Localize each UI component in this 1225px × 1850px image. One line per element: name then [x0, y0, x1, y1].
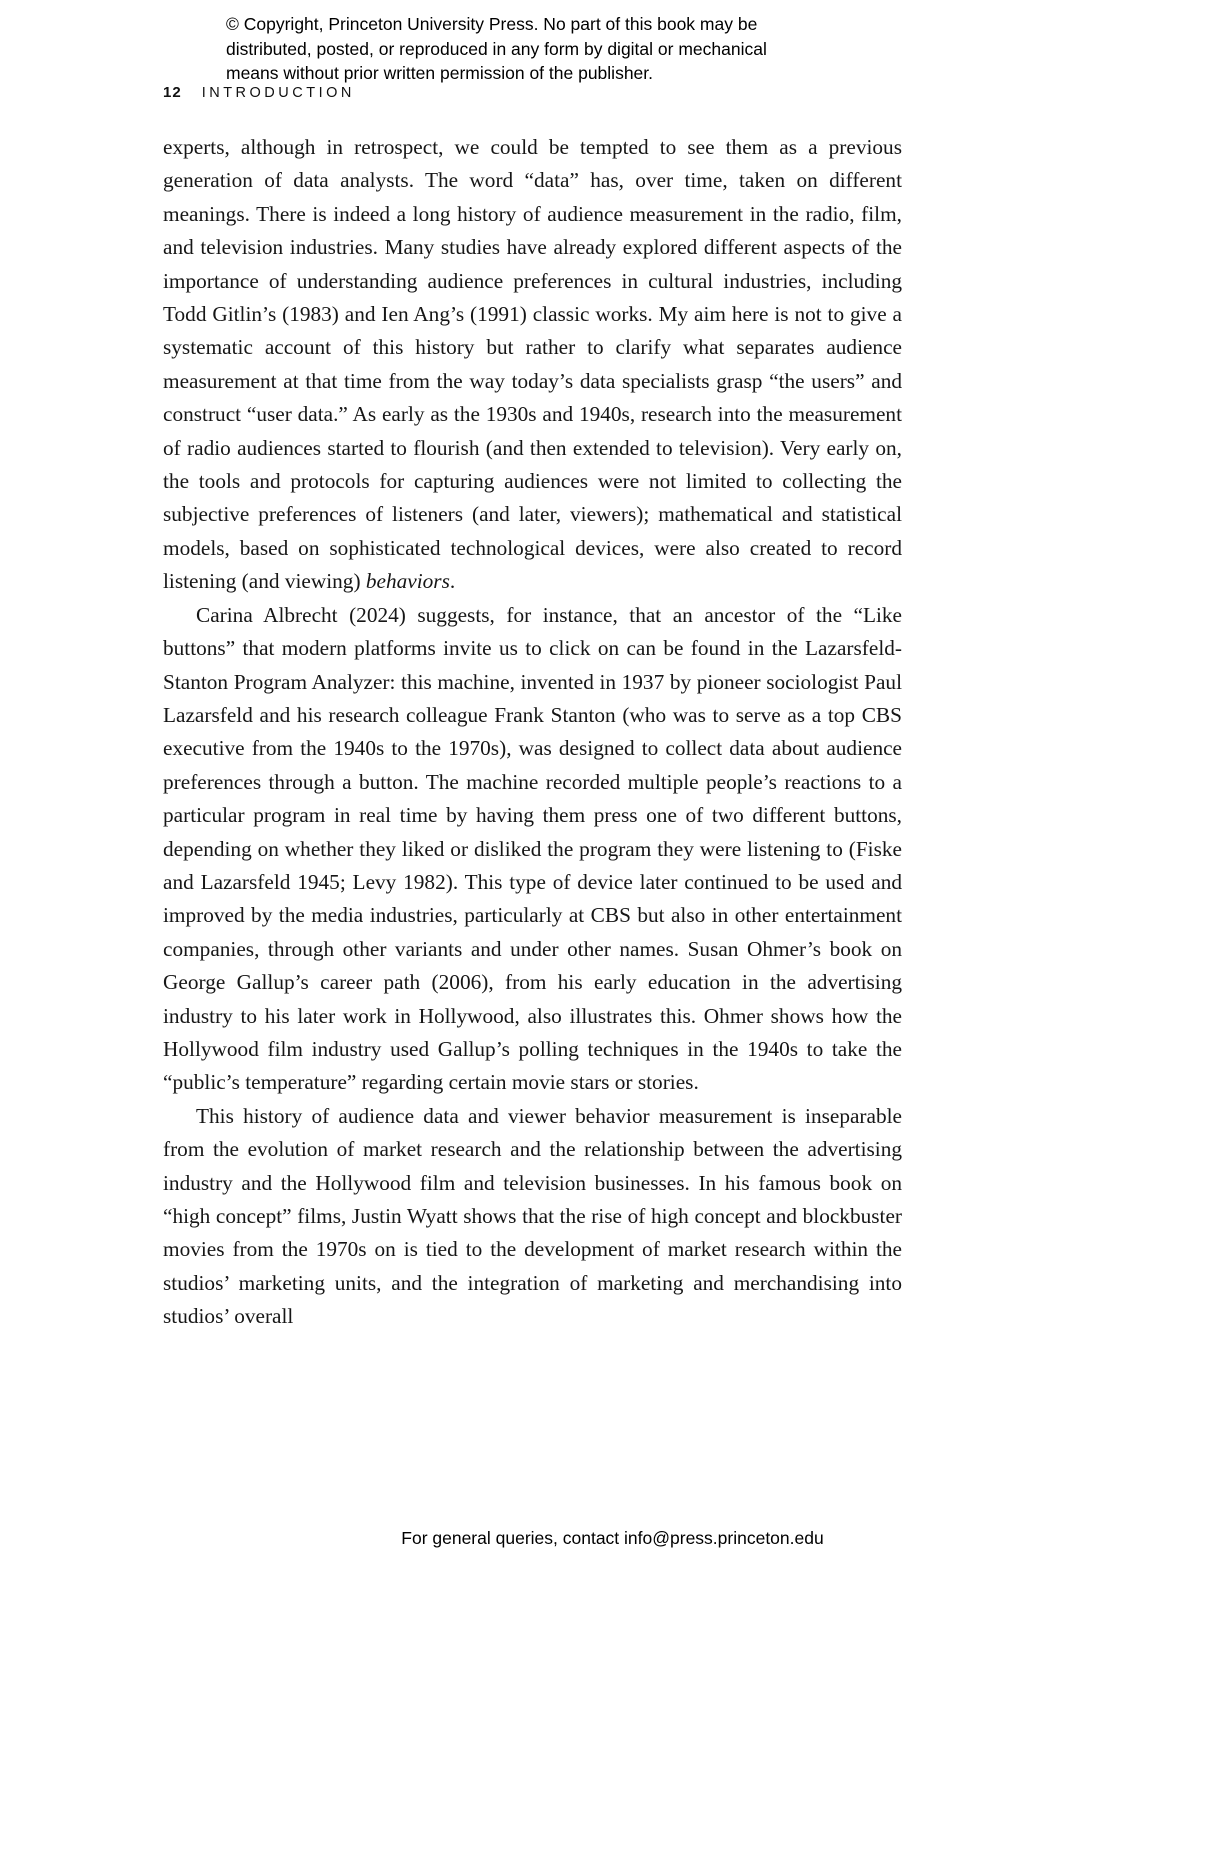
copyright-line-2: distributed, posted, or reproduced in any form by digital or mechanical	[226, 38, 767, 59]
copyright-notice	[226, 12, 767, 86]
paragraph-3: This history of audience data and viewer behavior measurement is inseparable from the evolution of market research and the relationship between the advertising industry and the Hollywood film and television businesses. In his famous book on “high concept” films, Justin Wyatt shows that the rise of high concept and blockbuster movies from the 1970s on is tied to the development of market research within the studios’ marketing units, and the integration of marketing and merchandising into studios’ overall	[163, 1103, 902, 1329]
footer-contact: For general queries, contact info@press.princeton.edu	[401, 1528, 824, 1548]
body-text	[163, 131, 902, 1334]
paragraph-2: Carina Albrecht (2024) suggests, for instance, that an ancestor of the “Like buttons” that modern platforms invite us to click on can be found in the Lazarsfeld-Stanton Program Analyzer: this machine, invented in 1937 by pioneer sociologist Paul Lazarsfeld and his research colleague Frank Stanton (who was to serve as a top CBS executive from the 1940s to the 1970s), was designed to collect data about audience preferences through a button. The machine recorded multiple people’s reactions to a particular program in real time by having them press one of two different buttons, depending on whether they liked or disliked the program they were listening to (Fiske and Lazarsfeld 1945; Levy 1982). This type of device later continued to be used and improved by the media industries, particularly at CBS but also in other entertainment companies, through other variants and under other names. Susan Ohmer’s book on George Gallup’s career path (2006), from his early education in the advertising industry to his later work in Hollywood, also illustrates this. Ohmer shows how the Hollywood film industry used Gallup’s polling techniques in the 1940s to take the “public’s temperature” regarding certain movie stars or stories.	[163, 602, 902, 1095]
section-title: INTRODUCTION	[201, 85, 355, 101]
page-header	[163, 84, 355, 101]
paragraph-1-text: experts, although in retrospect, we could be tempted to see them as a previous generation of data analysts. The word “data” has, over time, taken on different meanings. There is indeed a long history of audience measurement in the radio, film, and television industries. Many studies have already explored different aspects of the importance of understanding audience preferences in cultural industries, including Todd Gitlin’s (1983) and Ien Ang’s (1991) classic works. My aim here is not to give a systematic account of this history but rather to clarify what separates audience measurement at that time from the way today’s data specialists grasp “the users” and construct “user data.” As early as the 1930s and 1940s, research into the measurement of radio audiences started to flourish (and then extended to television). Very early on, the tools and protocols for capturing audiences were not limited to collecting the subjective preferences of listeners (and later, viewers); mathematical and statistical models, based on sophisticated technological devices, were also created to record listening (and viewing)	[163, 135, 902, 594]
paragraph-1-period: .	[449, 569, 456, 594]
page-number: 12	[163, 84, 182, 101]
copyright-line-1: © Copyright, Princeton University Press. No part of this book may be	[226, 14, 758, 34]
paragraph-1	[163, 131, 902, 599]
copyright-line-3: means without prior written permission of the publisher.	[226, 63, 654, 83]
paragraph-1-italic-word: behaviors	[365, 569, 450, 594]
